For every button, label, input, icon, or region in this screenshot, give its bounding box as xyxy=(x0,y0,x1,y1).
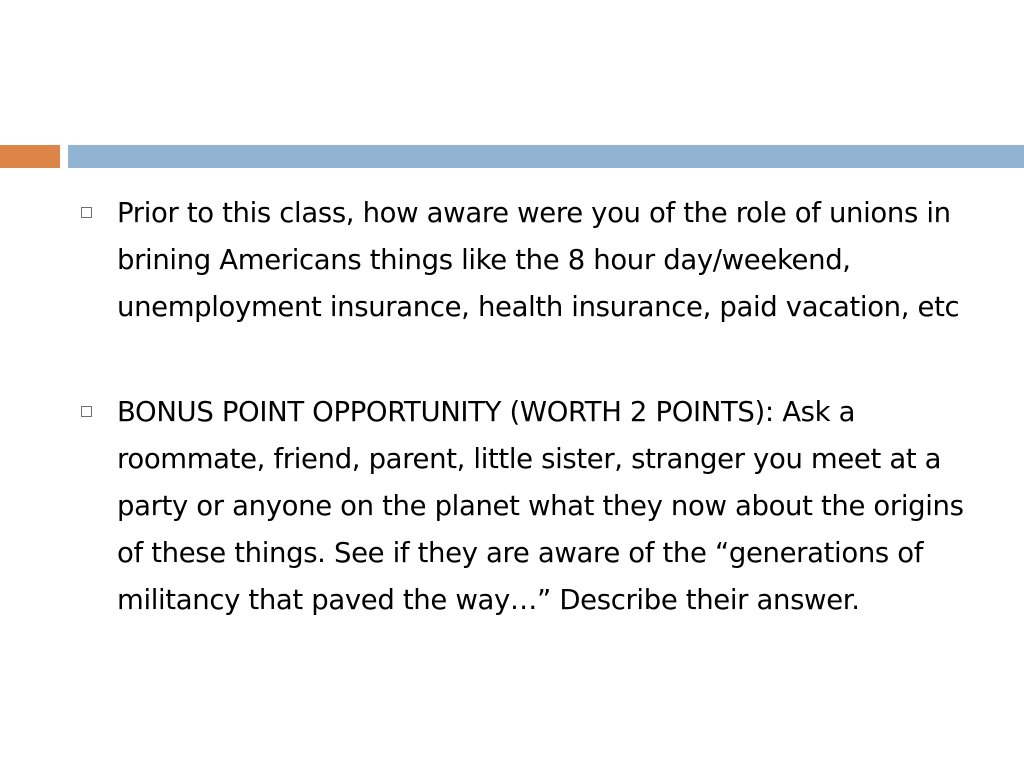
header-accent-bar-orange xyxy=(0,145,60,168)
square-bullet-icon xyxy=(81,207,92,218)
bullet-text: BONUS POINT OPPORTUNITY (WORTH 2 POINTS): Ask a roommate, friend, parent, little sister, stranger you meet at a party or anyone on the planet what they now about the origins of these things. See if they are aware of the “generations of militancy that paved the way…” Describe their answer. xyxy=(117,396,964,616)
bullet-item xyxy=(78,389,978,624)
bullet-list xyxy=(78,190,978,624)
bullet-text: Prior to this class, how aware were you of the role of unions in brining Americans things like the 8 hour day/weekend, unemployment insurance, health insurance, paid vacation, etc xyxy=(117,197,960,323)
bullet-item xyxy=(78,190,978,331)
header-accent-bar-blue xyxy=(68,145,1024,168)
square-bullet-icon xyxy=(81,406,92,417)
